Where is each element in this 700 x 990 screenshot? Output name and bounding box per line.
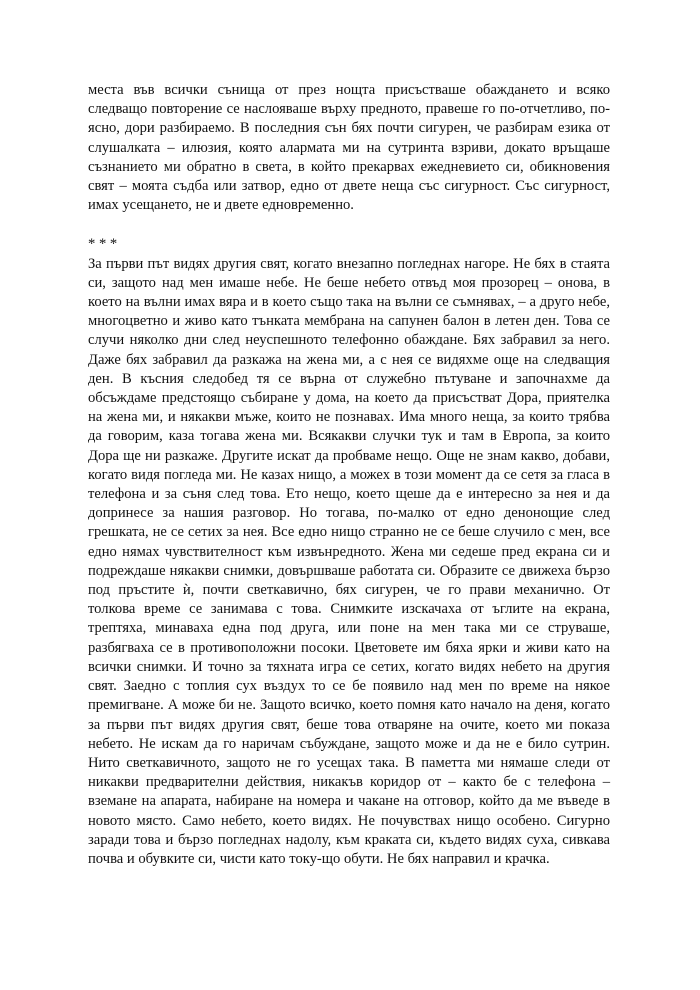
page-body (88, 81, 610, 869)
paragraph-1: места във всички сънища от през нощта присъстваше обаждането и всяко следващо повторение се наслояваше върху предното, правеше го по-отчетливо, по-ясно, дори разбираемо. В последния сън бях почти сигурен, че разбирам езика от слушалката – илюзия, която алармата ми на сутринта взриви, докато връщаше съзнанието ми обратно в света, в който прекарвах ежедневието си, обикновения свят – моята съдба или затвор, едно от двете неща със сигурност. Със сигурност, имах усещането, не и двете едновременно. (88, 82, 610, 214)
paragraph-2: За първи път видях другия свят, когато внезапно погледнах нагоре. Не бях в стаята си, защото над мен имаше небе. Не беше небето отвъд моя прозорец – онова, в което на вълни имах вяра и в което също така на вълни се съмнявах, – а друго небе, многоцветно и живо като тънката мембрана на сапунен балон в летен ден. Това се случи няколко дни след неуспешното телефонно обаждане. Бях забравил за него. Даже бях забравил да разкажа на жена ми, а с нея се видяхме още на следващия ден. В късния следобед тя се върна от служебно пътуване и започнахме да обсъждаме предстоящо събиране у дома, на което да присъстват Дора, приятелка на жена ми, и някакви мъже, които не познавах. Има много неща, за които трябва да говорим, каза тогава жена ми. Всякакви случки тук и там в Европа, за които Дора ще ни разкаже. Другите искат да пробваме нещо. Още не знам какво, добави, когато видя погледа ми. Не казах нищо, а можех в този момент да се сетя за гласа в телефона и за съня след това. Ето нещо, което щеше да е интересно за нея и да допринесе за нашия разговор. Но тогава, по-малко от едно денонощие след грешката, не се сетих за нея. Все едно нищо странно не се беше случило с мен, все едно нямах чувствителност към извънредното. Жена ми седеше пред екрана си и подреждаше някакви снимки, довършваше работата си. Образите се движеха бързо под пръстите ѝ, почти светкавично, бях сигурен, че го прави механично. От толкова време се занимава с това. Снимките изскачаха от ъглите на екрана, трептяха, минаваха една под друга, или поне на мен така ми се струваше, разбягваха се в противоположни посоки. Цветовете им бяха ярки и живи като на всички снимки. И точно за тяхната игра се сетих, когато видях небето на другия свят. Заедно с топлия сух въздух то се бе появило над мен по време на някое премигване. А може би не. Защото всичко, което помня като начало на деня, когато за първи път видях другия свят, беше това отваряне на очите, което ми показа небето. Не искам да го наричам събуждане, защото може и да не е било сутрин. Нито светкавичното, защото не го усещах така. В паметта ми нямаше следи от никакви предварителни действия, никакъв коридор от – както бе с телефона – вземане на апарата, набиране на номера и чакане на отговор, който да ме въведе в новото място. Само небето, което видях. Не почувствах нищо особено. Сигурно заради това и бързо погледнах надолу, към краката си, където видях суха, сивкава почва и обувките си, чисти като току-що обути. Не бях направил и крачка. (88, 255, 610, 867)
section-separator: * * * (88, 236, 118, 253)
